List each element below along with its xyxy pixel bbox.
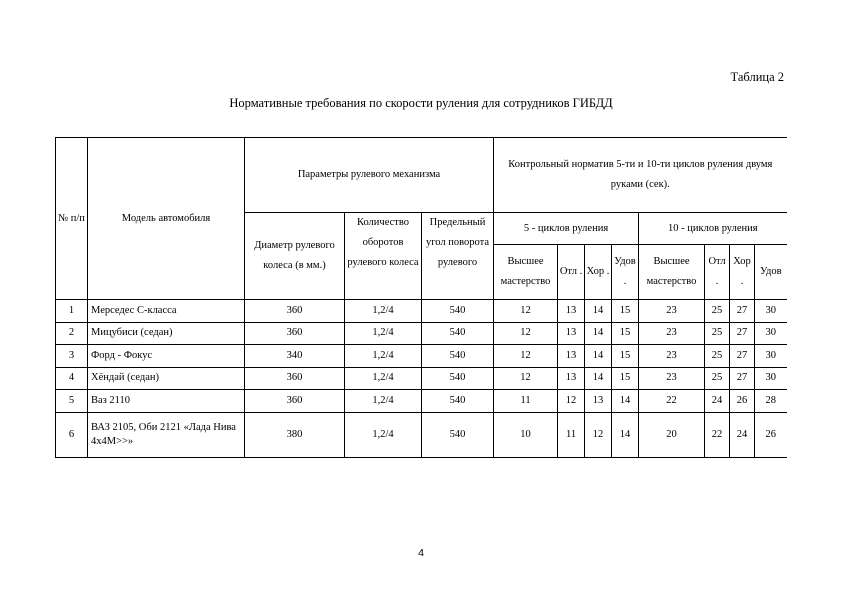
row-angle: 540 [422, 367, 494, 390]
norms-table [55, 137, 787, 458]
row-angle: 540 [422, 345, 494, 368]
table-row [56, 412, 787, 457]
row-5-top: 12 [494, 300, 558, 323]
header-5-good: Хор . [585, 245, 612, 300]
row-5-top: 11 [494, 390, 558, 413]
row-model: Форд - Фокус [88, 345, 245, 368]
row-10-top: 23 [639, 322, 705, 345]
table-row [56, 345, 787, 368]
row-10-good: 27 [730, 322, 755, 345]
row-diameter: 360 [245, 300, 345, 323]
header-10-top: Высшее мастерство [639, 245, 705, 300]
row-5-top: 12 [494, 322, 558, 345]
header-norm-group: Контрольный норматив 5-ти и 10-ти циклов руления двумя руками (сек). [494, 138, 787, 213]
table-row [56, 322, 787, 345]
row-5-satisfactory: 15 [612, 367, 639, 390]
header-5-excellent: Отл . [558, 245, 585, 300]
row-10-top: 23 [639, 345, 705, 368]
row-10-good: 24 [730, 412, 755, 457]
header-num: № п/п [56, 138, 88, 300]
row-turns: 1,2/4 [345, 345, 422, 368]
row-10-top: 23 [639, 367, 705, 390]
header-5-satisfactory: Удов . [612, 245, 639, 300]
row-diameter: 340 [245, 345, 345, 368]
row-5-excellent: 13 [558, 367, 585, 390]
table-row [56, 367, 787, 390]
header-turns: Количество оборотов рулевого колеса [345, 213, 422, 300]
row-10-excellent: 24 [705, 390, 730, 413]
row-10-good: 26 [730, 390, 755, 413]
row-5-good: 14 [585, 300, 612, 323]
table-row [56, 390, 787, 413]
row-10-top: 20 [639, 412, 705, 457]
row-num: 3 [56, 345, 88, 368]
row-5-excellent: 12 [558, 390, 585, 413]
header-row-1 [56, 138, 787, 213]
row-10-good: 27 [730, 345, 755, 368]
header-model: Модель автомобиля [88, 138, 245, 300]
row-model: ВАЗ 2105, Оби 2121 «Лада Нива 4x4М>>» [88, 412, 245, 457]
row-num: 6 [56, 412, 88, 457]
row-10-top: 23 [639, 300, 705, 323]
header-10-good: Хор . [730, 245, 755, 300]
row-angle: 540 [422, 322, 494, 345]
row-5-good: 12 [585, 412, 612, 457]
row-num: 2 [56, 322, 88, 345]
row-10-top: 22 [639, 390, 705, 413]
row-10-excellent: 25 [705, 300, 730, 323]
header-cycles-10: 10 - циклов руления [639, 213, 787, 245]
row-model: Хёндай (седан) [88, 367, 245, 390]
row-5-excellent: 11 [558, 412, 585, 457]
row-model: Мицубиси (седан) [88, 322, 245, 345]
row-5-good: 14 [585, 345, 612, 368]
row-turns: 1,2/4 [345, 367, 422, 390]
row-num: 5 [56, 390, 88, 413]
row-model: Мерседес С-класса [88, 300, 245, 323]
row-10-satisfactory: 28 [755, 390, 787, 413]
row-5-excellent: 13 [558, 300, 585, 323]
row-10-satisfactory: 30 [755, 367, 787, 390]
header-diameter: Диаметр рулевого колеса (в мм.) [245, 213, 345, 300]
row-10-satisfactory: 26 [755, 412, 787, 457]
row-10-satisfactory: 30 [755, 345, 787, 368]
row-5-top: 12 [494, 367, 558, 390]
row-10-good: 27 [730, 367, 755, 390]
row-num: 4 [56, 367, 88, 390]
header-angle: Предельный угол поворота рулевого [422, 213, 494, 300]
row-turns: 1,2/4 [345, 390, 422, 413]
row-5-top: 10 [494, 412, 558, 457]
row-10-excellent: 25 [705, 345, 730, 368]
row-turns: 1,2/4 [345, 322, 422, 345]
row-10-excellent: 25 [705, 322, 730, 345]
row-5-good: 14 [585, 367, 612, 390]
row-10-excellent: 25 [705, 367, 730, 390]
row-10-good: 27 [730, 300, 755, 323]
row-5-good: 13 [585, 390, 612, 413]
row-diameter: 360 [245, 390, 345, 413]
row-5-satisfactory: 14 [612, 390, 639, 413]
row-angle: 540 [422, 390, 494, 413]
row-5-good: 14 [585, 322, 612, 345]
row-diameter: 360 [245, 322, 345, 345]
row-diameter: 360 [245, 367, 345, 390]
row-turns: 1,2/4 [345, 412, 422, 457]
row-num: 1 [56, 300, 88, 323]
row-5-top: 12 [494, 345, 558, 368]
row-angle: 540 [422, 300, 494, 323]
row-10-excellent: 22 [705, 412, 730, 457]
header-10-excellent: Отл . [705, 245, 730, 300]
header-10-satisfactory: Удов [755, 245, 787, 300]
row-angle: 540 [422, 412, 494, 457]
row-model: Ваз 2110 [88, 390, 245, 413]
row-turns: 1,2/4 [345, 300, 422, 323]
table-caption: Таблица 2 [730, 70, 784, 84]
row-5-excellent: 13 [558, 322, 585, 345]
page-number: 4 [418, 547, 424, 559]
header-cycles-5: 5 - циклов руления [494, 213, 639, 245]
row-5-satisfactory: 15 [612, 300, 639, 323]
header-params-group: Параметры рулевого механизма [245, 138, 494, 213]
row-5-excellent: 13 [558, 345, 585, 368]
row-diameter: 380 [245, 412, 345, 457]
table-row [56, 300, 787, 323]
row-10-satisfactory: 30 [755, 322, 787, 345]
row-10-satisfactory: 30 [755, 300, 787, 323]
row-5-satisfactory: 15 [612, 322, 639, 345]
row-5-satisfactory: 15 [612, 345, 639, 368]
header-5-top: Высшее мастерство [494, 245, 558, 300]
row-5-satisfactory: 14 [612, 412, 639, 457]
table-title: Нормативные требования по скорости руления для сотрудников ГИБДД [229, 96, 613, 110]
